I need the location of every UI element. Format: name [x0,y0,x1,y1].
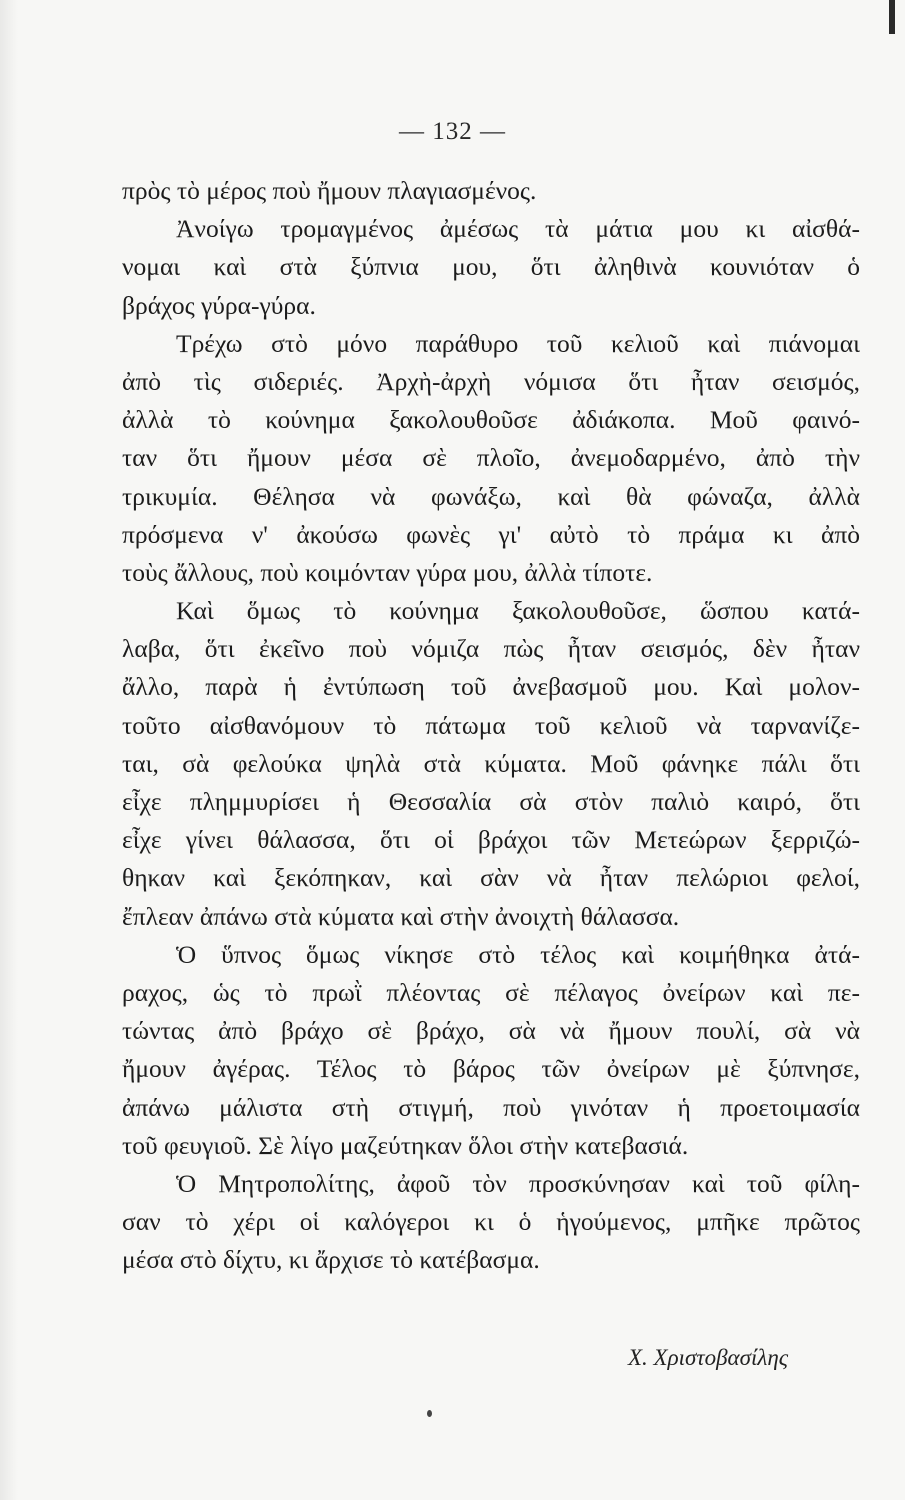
text-line: τρικυμία. Θέλησα νὰ φωνάξω, καὶ θὰ φώναζα, ἀλλὰ [122,481,860,511]
body-text [122,172,860,1279]
text-line: τοὺς ἄλλους, ποὺ κοιμόνταν γύρα μου, ἀλλὰ τίποτε. [122,557,653,587]
text-line: πρόσμενα ν' ἀκούσω φωνὲς γι' αὐτὸ τὸ πράμα κι ἀπὸ [122,519,860,549]
page-edge-mark [889,0,895,34]
text-line: ἤμουν ἀγέρας. Τέλος τὸ βάρος τῶν ὀνείρων μὲ ξύπνησε, [122,1054,860,1084]
text-line: τοῦτο αἰσθανόμουν τὸ πάτωμα τοῦ κελιοῦ νὰ ταρνανίζε- [122,710,860,740]
text-line: ἀπάνω μάλιστα στὴ στιγμή, ποὺ γινόταν ἡ προετοιμασία [122,1092,860,1122]
text-line: λαβα, ὅτι ἐκεῖνο ποὺ νόμιζα πὼς ἦταν σεισμός, δὲν ἦταν [122,634,860,664]
page-number: — 132 — [399,118,506,145]
text-line: μέσα στὸ δίχτυ, κι ἄρχισε τὸ κατέβασμα. [122,1245,540,1275]
text-line: ἄλλο, παρὰ ἡ ἐντύπωση τοῦ ἀνεβασμοῦ μου. Καὶ μολον- [122,672,860,702]
text-line: Ὁ Μητροπολίτης, ἀφοῦ τὸν προσκύνησαν καὶ τοῦ φίλη- [176,1168,860,1198]
text-line: εἶχε πλημμυρίσει ἡ Θεσσαλία σὰ στὸν παλιὸ καιρό, ὅτι [122,787,860,816]
text-line: ται, σὰ φελούκα ψηλὰ στὰ κύματα. Μοῦ φάνηκε πάλι ὅτι [122,748,860,778]
text-line: θηκαν καὶ ξεκόπηκαν, καὶ σὰν νὰ ἦταν πελώριοι φελοί, [122,863,860,893]
text-line: ἀπὸ τὶς σιδεριές. Ἀρχὴ-ἀρχὴ νόμισα ὅτι ἦταν σεισμός, [122,366,860,396]
text-line: εἶχε γίνει θάλασσα, ὅτι οἱ βράχοι τῶν Μετεώρων ξερριζώ- [122,825,860,855]
text-line: ἀλλὰ τὸ κούνημα ξακολουθοῦσε ἀδιάκοπα. Μοῦ φαινό- [122,405,860,435]
text-line: νομαι καὶ στὰ ξύπνια μου, ὅτι ἀληθινὰ κουνιόταν ὁ [122,252,860,282]
text-line: Τρέχω στὸ μόνο παράθυρο τοῦ κελιοῦ καὶ πιάνομαι [176,328,860,358]
text-line: ραχος, ὡς τὸ πρωῒ πλέοντας σὲ πέλαγος ὀνείρων καὶ πε- [122,977,860,1007]
text-line: σαν τὸ χέρι οἱ καλόγεροι κι ὁ ἡγούμενος, μπῆκε πρῶτος [122,1207,860,1237]
ink-dot [427,1410,432,1417]
text-line: ταν ὅτι ἤμουν μέσα σὲ πλοῖο, ἀνεμοδαρμένο, ἀπὸ τὴν [122,443,860,473]
author-signature: Χ. Χριστοβασίλης [628,1345,789,1370]
text-line: τοῦ φευγιοῦ. Σὲ λίγο μαζεύτηκαν ὅλοι στὴν κατεβασιά. [122,1130,689,1160]
text-line: Ὁ ὕπνος ὅμως νίκησε στὸ τέλος καὶ κοιμήθηκα ἀτά- [176,939,860,969]
text-line: Ἀνοίγω τρομαγμένος ἀμέσως τὰ μάτια μου κι αἰσθά- [176,214,860,244]
text-line: Καὶ ὅμως τὸ κούνημα ξακολουθοῦσε, ὥσπου κατά- [176,596,860,626]
text-line: πρὸς τὸ μέρος ποὺ ἤμουν πλαγιασμένος. [122,176,537,205]
text-line: ἔπλεαν ἀπάνω στὰ κύματα καὶ στὴν ἀνοιχτὴ θάλασσα. [122,901,680,931]
text-line: βράχος γύρα-γύρα. [122,290,316,320]
text-line: τώντας ἀπὸ βράχο σὲ βράχο, σὰ νὰ ἤμουν πουλί, σὰ νὰ [122,1016,860,1046]
